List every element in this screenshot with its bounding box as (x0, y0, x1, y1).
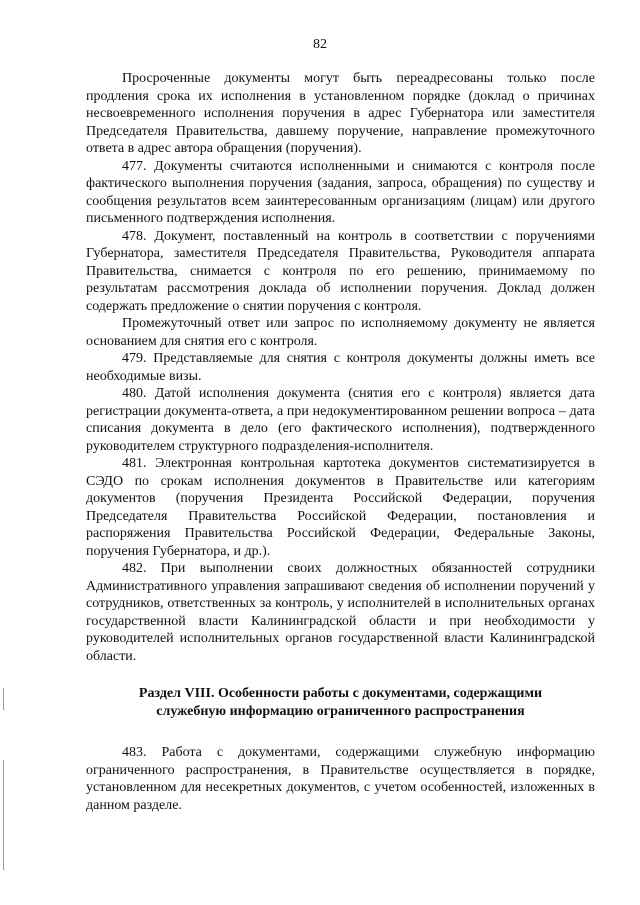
section-heading (86, 685, 595, 720)
paragraph-480: 480. Датой исполнения документа (снятия его с контроля) является дата регистрации документа-ответа, а при недокументированном решении вопроса – дата списания документа в дело (его фактического исполнения), подтвержденного руководителем структурного подразделения-исполнителя. (86, 386, 595, 454)
paragraph-477: 477. Документы считаются исполненными и снимаются с контроля после фактического выполнения поручения (задания, запроса, обращения) по существу и сообщения результатов всем заинтересованным организациям (лицам) или другого письменного подтверждения исполнения. (86, 158, 595, 226)
paragraph-481: 481. Электронная контрольная картотека документов систематизируется в СЭДО по срокам исполнения документов в Правительстве или категориям документов (поручения Президента Российской Федерации, поручения Председателя Правительства Российской Федерации, постановления и распоряжения Правительства Российской Федерации, Федеральные Законы, поручения Губернатора, и др.). (86, 456, 595, 559)
scan-edge-mark (3, 688, 4, 710)
document-body (86, 70, 595, 814)
section-heading-line-1: Раздел VIII. Особенности работы с документами, содержащими (138, 686, 543, 701)
page-number: 82 (313, 37, 327, 52)
paragraph-482: 482. При выполнении своих должностных обязанностей сотрудники Административного управления запрашивают сведения об исполнении поручений у сотрудников, ответственных за контроль, у исполнителей в исполнительных органах государственной власти Калининградской области и при необходимости у руководителей исполнительных органов государственной власти Калининградской области. (86, 561, 595, 664)
paragraph-overdue-documents: Просроченные документы могут быть переадресованы только после продления срока их исполнения в установленном порядке (доклад о причинах несвоевременного исполнения поручения в адрес Губернатора или заместителя Председателя Правительства, давшему поручение, направление промежуточного ответа в адрес автора обращения (поручения). (86, 71, 595, 156)
section-heading-line-2: служебную информацию ограниченного распространения (156, 703, 525, 719)
paragraph-478: 478. Документ, поставленный на контроль в соответствии с поручениями Губернатора, заместителя Председателя Правительства, Руководителя аппарата Правительства, снимается с контроля по его решению, принимаемому по результатам рассмотрения доклада об исполнении поручения. Доклад должен содержать предложение о снятии поручения с контроля. (86, 228, 595, 314)
paragraph-479: 479. Представляемые для снятия с контроля документы должны иметь все необходимые визы. (86, 351, 595, 384)
paragraph-483: 483. Работа с документами, содержащими служебную информацию ограниченного распространения, в Правительстве осуществляется в порядке, установленном для несекретных документов, с учетом особенностей, изложенных в данном разделе. (86, 745, 595, 813)
scan-edge-mark (3, 760, 4, 870)
paragraph-interim-answer: Промежуточный ответ или запрос по исполняемому документу не является основанием для снятия его с контроля. (86, 316, 595, 349)
